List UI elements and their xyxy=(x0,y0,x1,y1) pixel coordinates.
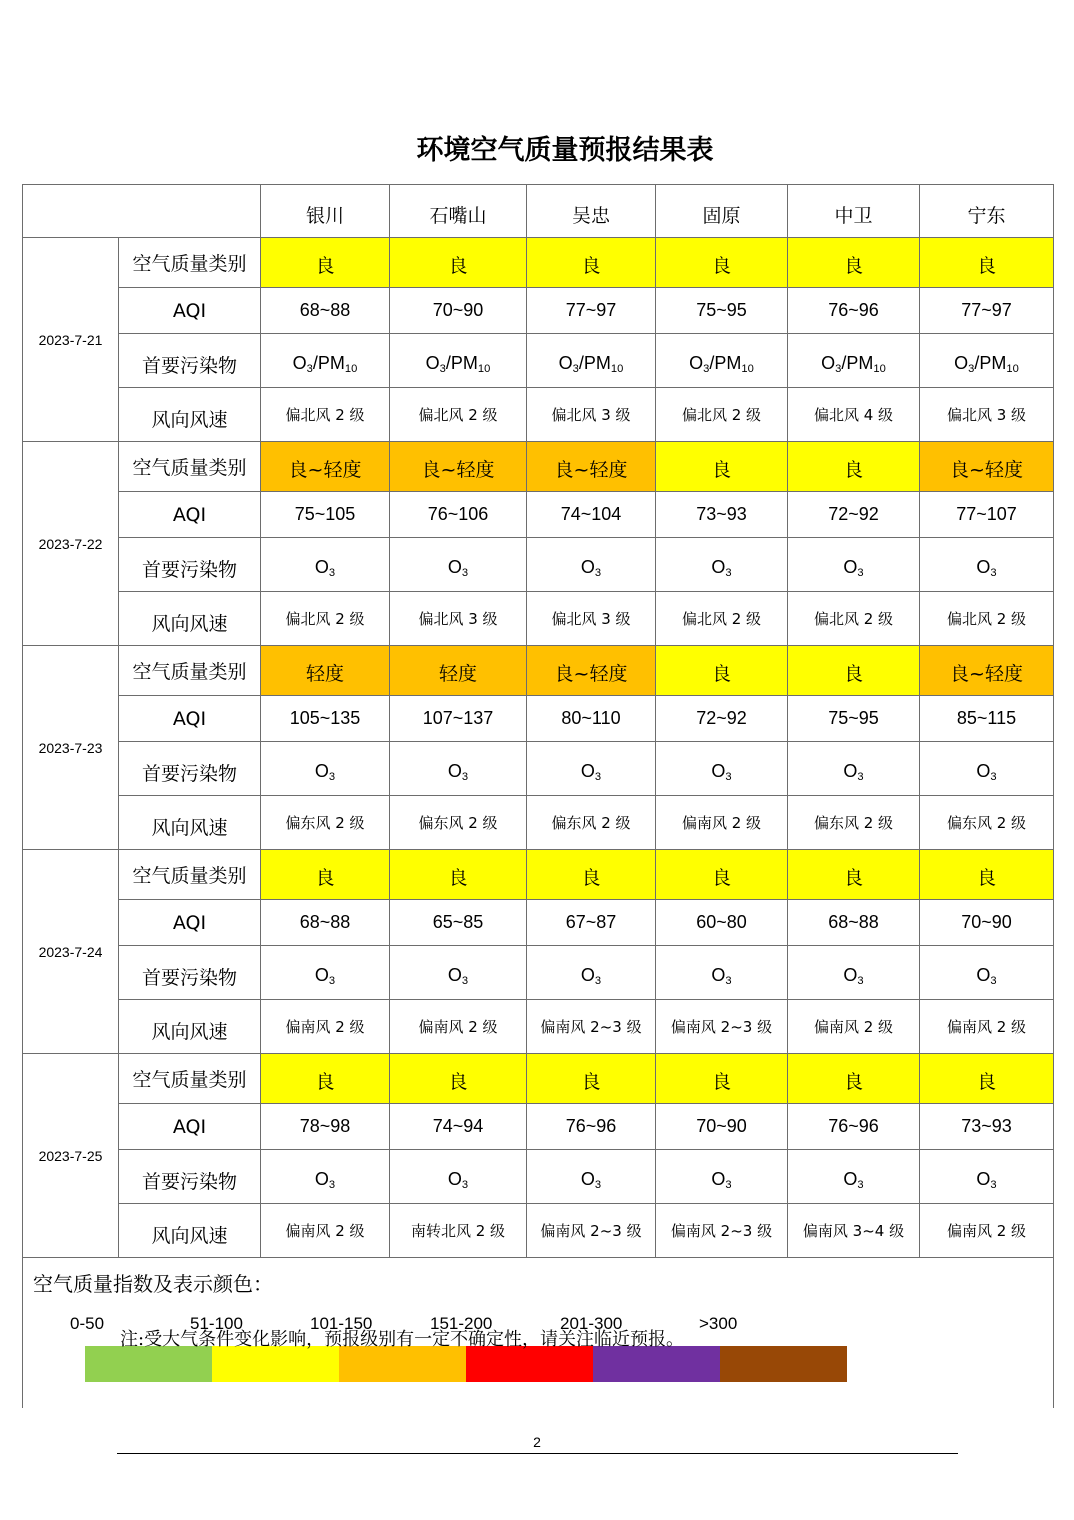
pollutant-cell: $O_3/PM_{10}$ xyxy=(920,334,1054,388)
corner-cell xyxy=(23,185,261,238)
row-label-aqi: AQI xyxy=(119,696,261,742)
category-cell: 良 xyxy=(390,850,527,900)
pollutant-cell: $O_3$ xyxy=(920,742,1054,796)
aqi-cell: 77~97 xyxy=(527,288,656,334)
wind-cell: 偏南风 2~3 级 xyxy=(656,1204,788,1258)
row-label-wind: 风向风速 xyxy=(119,592,261,646)
pollutant-cell: $O_3$ xyxy=(656,742,788,796)
wind-cell: 偏南风 2 级 xyxy=(261,1204,390,1258)
aqi-cell: 76~96 xyxy=(788,288,920,334)
category-cell: 良 xyxy=(656,442,788,492)
city-header-row xyxy=(23,185,1054,238)
row-label-wind: 风向风速 xyxy=(119,388,261,442)
category-cell: 良 xyxy=(261,1054,390,1104)
category-cell: 良 xyxy=(656,1054,788,1104)
wind-cell: 偏北风 2 级 xyxy=(788,592,920,646)
wind-cell: 偏北风 3 级 xyxy=(527,388,656,442)
category-cell: 良 xyxy=(527,1054,656,1104)
forecast-table-body xyxy=(23,185,1054,1409)
forecast-row-category xyxy=(23,646,1054,696)
category-cell: 良 xyxy=(788,850,920,900)
aqi-cell: 74~104 xyxy=(527,492,656,538)
pollutant-cell: $O_3$ xyxy=(920,946,1054,1000)
forecast-row-category xyxy=(23,238,1054,288)
aqi-cell: 75~95 xyxy=(788,696,920,742)
row-label-category: 空气质量类别 xyxy=(119,238,261,288)
city-header: 吴忠 xyxy=(527,185,656,238)
legend-range-label: 151-200 xyxy=(430,1314,493,1333)
category-cell: 良 xyxy=(788,1054,920,1104)
category-cell: 良 xyxy=(656,646,788,696)
aqi-cell: 72~92 xyxy=(788,492,920,538)
category-cell: 良~轻度 xyxy=(527,646,656,696)
forecast-row-category xyxy=(23,442,1054,492)
row-label-wind: 风向风速 xyxy=(119,1204,261,1258)
aqi-cell: 75~105 xyxy=(261,492,390,538)
wind-cell: 偏南风 3~4 级 xyxy=(788,1204,920,1258)
forecast-row-pollutant xyxy=(23,538,1054,592)
legend-color-swatch xyxy=(212,1346,339,1382)
forecast-table xyxy=(22,184,1054,1408)
aqi-cell: 65~85 xyxy=(390,900,527,946)
pollutant-cell: $O_3$ xyxy=(261,1150,390,1204)
row-label-pollutant: 首要污染物 xyxy=(119,742,261,796)
forecast-row-wind xyxy=(23,592,1054,646)
forecast-row-pollutant xyxy=(23,334,1054,388)
wind-cell: 偏南风 2 级 xyxy=(920,1000,1054,1054)
legend-range-label: >300 xyxy=(699,1314,738,1333)
pollutant-cell: $O_3$ xyxy=(788,538,920,592)
row-label-wind: 风向风速 xyxy=(119,796,261,850)
aqi-cell: 68~88 xyxy=(261,288,390,334)
forecast-row-pollutant xyxy=(23,946,1054,1000)
forecast-row-category xyxy=(23,1054,1054,1104)
category-cell: 良 xyxy=(656,238,788,288)
row-label-aqi: AQI xyxy=(119,1104,261,1150)
aqi-cell: 68~88 xyxy=(788,900,920,946)
wind-cell: 偏东风 2 级 xyxy=(527,796,656,850)
wind-cell: 偏南风 2~3 级 xyxy=(656,1000,788,1054)
wind-cell: 偏东风 2 级 xyxy=(261,796,390,850)
wind-cell: 偏北风 2 级 xyxy=(656,388,788,442)
row-label-wind: 风向风速 xyxy=(119,1000,261,1054)
category-cell: 良~轻度 xyxy=(390,442,527,492)
forecast-date: 2023-7-23 xyxy=(23,646,119,850)
aqi-cell: 85~115 xyxy=(920,696,1054,742)
category-cell: 良 xyxy=(261,850,390,900)
legend-range-label: 51-100 xyxy=(190,1314,243,1333)
aqi-cell: 76~96 xyxy=(527,1104,656,1150)
pollutant-cell: $O_3$ xyxy=(527,538,656,592)
aqi-cell: 78~98 xyxy=(261,1104,390,1150)
forecast-row-aqi xyxy=(23,900,1054,946)
row-label-aqi: AQI xyxy=(119,492,261,538)
wind-cell: 偏南风 2 级 xyxy=(390,1000,527,1054)
legend-title: 空气质量指数及表示颜色： xyxy=(33,1272,273,1296)
forecast-row-aqi xyxy=(23,288,1054,334)
category-cell: 良 xyxy=(788,442,920,492)
forecast-date: 2023-7-25 xyxy=(23,1054,119,1258)
wind-cell: 偏南风 2~3 级 xyxy=(527,1000,656,1054)
category-cell: 良~轻度 xyxy=(920,646,1054,696)
aqi-cell: 77~107 xyxy=(920,492,1054,538)
aqi-cell: 73~93 xyxy=(656,492,788,538)
row-label-pollutant: 首要污染物 xyxy=(119,334,261,388)
page-title: 环境空气质量预报结果表 xyxy=(416,135,714,166)
aqi-cell: 76~106 xyxy=(390,492,527,538)
aqi-cell: 60~80 xyxy=(656,900,788,946)
pollutant-cell: $O_3/PM_{10}$ xyxy=(527,334,656,388)
forecast-row-wind xyxy=(23,388,1054,442)
aqi-cell: 76~96 xyxy=(788,1104,920,1150)
category-cell: 良~轻度 xyxy=(920,442,1054,492)
category-cell: 良 xyxy=(788,238,920,288)
legend-color-swatch xyxy=(593,1346,720,1382)
forecast-date: 2023-7-21 xyxy=(23,238,119,442)
row-label-category: 空气质量类别 xyxy=(119,442,261,492)
wind-cell: 偏北风 2 级 xyxy=(261,388,390,442)
category-cell: 良 xyxy=(920,1054,1054,1104)
legend-color-swatch xyxy=(85,1346,212,1382)
pollutant-cell: $O_3/PM_{10}$ xyxy=(390,334,527,388)
category-cell: 良 xyxy=(527,238,656,288)
legend-range-label: 0-50 xyxy=(70,1314,105,1333)
pollutant-cell: $O_3$ xyxy=(656,946,788,1000)
city-header: 固原 xyxy=(656,185,788,238)
page-number: 2 xyxy=(533,1434,541,1450)
forecast-row-aqi xyxy=(23,696,1054,742)
pollutant-cell: $O_3/PM_{10}$ xyxy=(788,334,920,388)
forecast-row-pollutant xyxy=(23,742,1054,796)
pollutant-cell: $O_3$ xyxy=(656,1150,788,1204)
row-label-category: 空气质量类别 xyxy=(119,1054,261,1104)
pollutant-cell: $O_3$ xyxy=(390,1150,527,1204)
aqi-cell: 70~90 xyxy=(656,1104,788,1150)
pollutant-cell: $O_3/PM_{10}$ xyxy=(656,334,788,388)
pollutant-cell: $O_3$ xyxy=(261,538,390,592)
forecast-row-category xyxy=(23,850,1054,900)
aqi-cell: 70~90 xyxy=(390,288,527,334)
forecast-row-wind xyxy=(23,1000,1054,1054)
wind-cell: 偏东风 2 级 xyxy=(920,796,1054,850)
forecast-row-wind xyxy=(23,1204,1054,1258)
row-label-pollutant: 首要污染物 xyxy=(119,1150,261,1204)
aqi-cell: 80~110 xyxy=(527,696,656,742)
legend-color-swatch xyxy=(339,1346,466,1382)
forecast-date: 2023-7-22 xyxy=(23,442,119,646)
aqi-cell: 105~135 xyxy=(261,696,390,742)
city-header: 银川 xyxy=(261,185,390,238)
wind-cell: 偏北风 2 级 xyxy=(261,592,390,646)
category-cell: 良 xyxy=(390,1054,527,1104)
forecast-date: 2023-7-24 xyxy=(23,850,119,1054)
legend-range-label: 101-150 xyxy=(310,1314,373,1333)
aqi-cell: 75~95 xyxy=(656,288,788,334)
aqi-cell: 77~97 xyxy=(920,288,1054,334)
pollutant-cell: $O_3$ xyxy=(390,742,527,796)
category-cell: 良 xyxy=(920,238,1054,288)
pollutant-cell: $O_3$ xyxy=(788,946,920,1000)
wind-cell: 偏北风 3 级 xyxy=(527,592,656,646)
pollutant-cell: $O_3$ xyxy=(527,946,656,1000)
aqi-cell: 68~88 xyxy=(261,900,390,946)
wind-cell: 偏南风 2~3 级 xyxy=(527,1204,656,1258)
aqi-cell: 70~90 xyxy=(920,900,1054,946)
row-label-pollutant: 首要污染物 xyxy=(119,538,261,592)
pollutant-cell: $O_3$ xyxy=(261,946,390,1000)
wind-cell: 偏北风 3 级 xyxy=(920,388,1054,442)
aqi-cell: 72~92 xyxy=(656,696,788,742)
wind-cell: 偏北风 2 级 xyxy=(656,592,788,646)
wind-cell: 偏北风 4 级 xyxy=(788,388,920,442)
category-cell: 良 xyxy=(390,238,527,288)
category-cell: 良 xyxy=(920,850,1054,900)
category-cell: 良 xyxy=(261,238,390,288)
legend-range-label: 201-300 xyxy=(560,1314,623,1333)
pollutant-cell: $O_3/PM_{10}$ xyxy=(261,334,390,388)
aqi-cell: 67~87 xyxy=(527,900,656,946)
city-header: 宁东 xyxy=(920,185,1054,238)
pollutant-cell: $O_3$ xyxy=(261,742,390,796)
aqi-cell: 73~93 xyxy=(920,1104,1054,1150)
forecast-row-aqi xyxy=(23,1104,1054,1150)
footer-divider xyxy=(117,1453,958,1454)
pollutant-cell: $O_3$ xyxy=(788,1150,920,1204)
pollutant-cell: $O_3$ xyxy=(656,538,788,592)
wind-cell: 偏北风 2 级 xyxy=(390,388,527,442)
wind-cell: 偏南风 2 级 xyxy=(920,1204,1054,1258)
pollutant-cell: $O_3$ xyxy=(527,1150,656,1204)
category-cell: 轻度 xyxy=(390,646,527,696)
category-cell: 良 xyxy=(788,646,920,696)
wind-cell: 偏北风 2 级 xyxy=(920,592,1054,646)
wind-cell: 偏东风 2 级 xyxy=(390,796,527,850)
aqi-cell: 74~94 xyxy=(390,1104,527,1150)
pollutant-cell: $O_3$ xyxy=(920,1150,1054,1204)
category-cell: 良 xyxy=(527,850,656,900)
row-label-aqi: AQI xyxy=(119,288,261,334)
legend-color-swatch xyxy=(466,1346,593,1382)
wind-cell: 偏北风 3 级 xyxy=(390,592,527,646)
wind-cell: 偏东风 2 级 xyxy=(788,796,920,850)
category-cell: 良 xyxy=(656,850,788,900)
forecast-row-aqi xyxy=(23,492,1054,538)
forecast-row-pollutant xyxy=(23,1150,1054,1204)
category-cell: 良~轻度 xyxy=(527,442,656,492)
category-cell: 良~轻度 xyxy=(261,442,390,492)
row-label-category: 空气质量类别 xyxy=(119,646,261,696)
row-label-aqi: AQI xyxy=(119,900,261,946)
pollutant-cell: $O_3$ xyxy=(390,538,527,592)
wind-cell: 偏南风 2 级 xyxy=(788,1000,920,1054)
aqi-cell: 107~137 xyxy=(390,696,527,742)
pollutant-cell: $O_3$ xyxy=(788,742,920,796)
category-cell: 轻度 xyxy=(261,646,390,696)
city-header: 石嘴山 xyxy=(390,185,527,238)
forecast-note: 注:受大气条件变化影响，预报级别有一定不确定性，请关注临近预报。 xyxy=(120,1329,685,1350)
city-header: 中卫 xyxy=(788,185,920,238)
pollutant-cell: $O_3$ xyxy=(920,538,1054,592)
wind-cell: 偏南风 2 级 xyxy=(261,1000,390,1054)
wind-cell: 偏南风 2 级 xyxy=(656,796,788,850)
row-label-pollutant: 首要污染物 xyxy=(119,946,261,1000)
pollutant-cell: $O_3$ xyxy=(390,946,527,1000)
legend-color-swatch xyxy=(720,1346,847,1382)
row-label-category: 空气质量类别 xyxy=(119,850,261,900)
pollutant-cell: $O_3$ xyxy=(527,742,656,796)
wind-cell: 南转北风 2 级 xyxy=(390,1204,527,1258)
forecast-row-wind xyxy=(23,796,1054,850)
